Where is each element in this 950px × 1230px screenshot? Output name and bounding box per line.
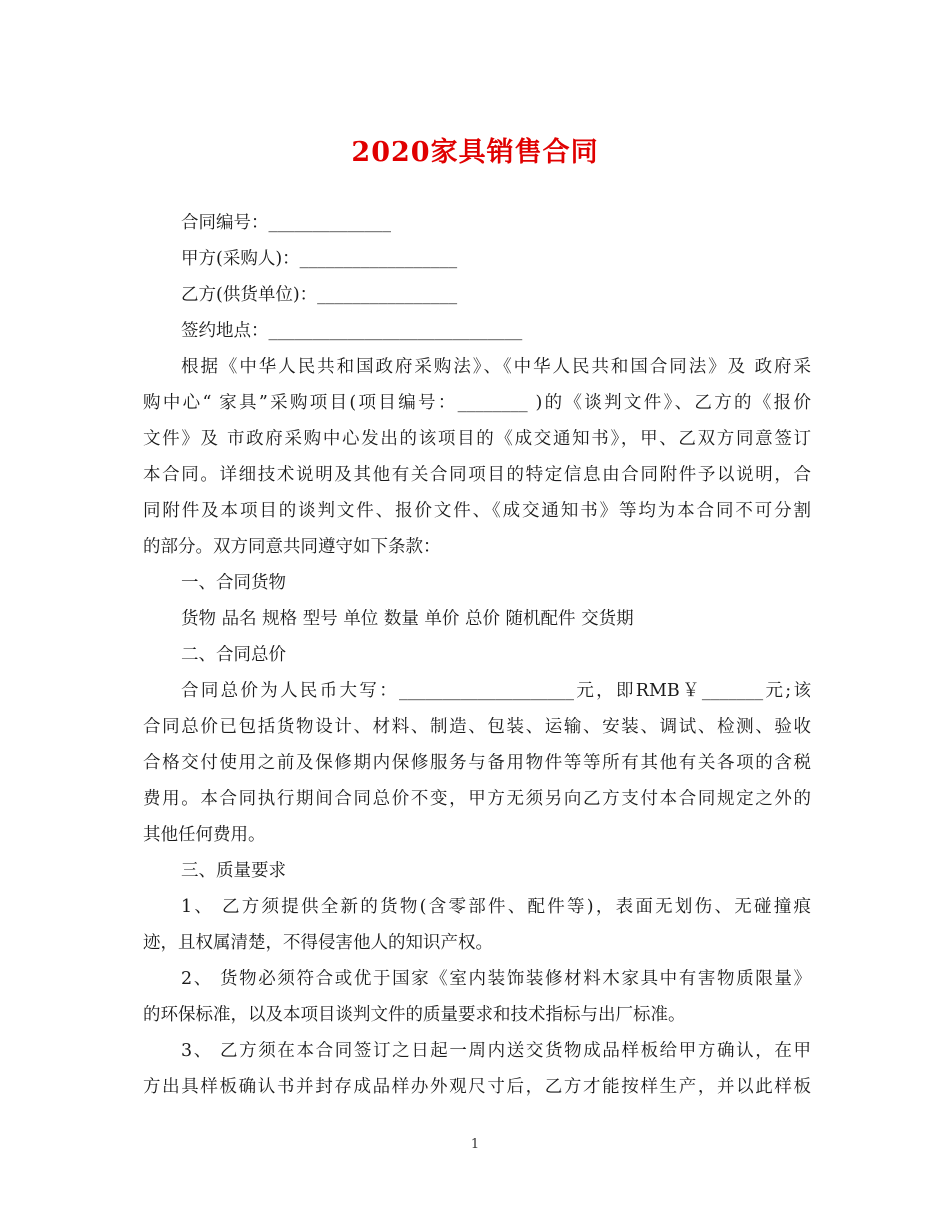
total-price-line: 其他任何费用。 [143, 825, 266, 845]
total-price-line: 合同总价已包括货物设计、材料、制造、包装、运输、安装、调试、检测、验收 [143, 717, 811, 737]
preamble-line: 同附件及本项目的谈判文件、报价文件、《成交通知书》等均为本合同不可分割 [143, 501, 811, 521]
quality-clause-line: 方出具样板确认书并封存成品样办外观尺寸后，乙方才能按样生产，并以此样板 [143, 1077, 811, 1097]
quality-clause-line: 1、 乙方须提供全新的货物(含零部件、配件等)，表面无划伤、无碰撞痕 [181, 897, 811, 917]
preamble-line: 根据《中华人民共和国政府采购法》、《中华人民共和国合同法》及 政府采 [181, 357, 811, 377]
total-price-line: 合同总价为人民币大写：____________________元，即RMB￥_______元;该 [181, 681, 811, 701]
document-body [143, 205, 811, 1105]
document-title: 2020家具销售合同 [351, 137, 599, 168]
goods-columns-line: 货物 品名 规格 型号 单位 数量 单价 总价 随机配件 交货期 [181, 609, 634, 629]
page-number: 1 [470, 1137, 480, 1152]
preamble-line: 本合同。详细技术说明及其他有关合同项目的特定信息由合同附件予以说明，合 [143, 465, 811, 485]
quality-clause-line: 的环保标准，以及本项目谈判文件的质量要求和技术指标与出厂标准。 [143, 1005, 686, 1025]
party-b-line: 乙方(供货单位)：________________ [181, 285, 458, 305]
section-heading: 二、合同总价 [181, 645, 286, 665]
quality-clause-line: 2、 货物必须符合或优于国家《室内装饰装修材料木家具中有害物质限量》 [181, 969, 811, 989]
preamble-line: 文件》及 市政府采购中心发出的该项目的《成交通知书》，甲、乙双方同意签订 [143, 429, 811, 449]
preamble-line: 的部分。双方同意共同遵守如下条款： [143, 537, 441, 557]
section-heading: 三、质量要求 [181, 861, 286, 881]
total-price-line: 费用。本合同执行期间合同总价不变，甲方无须另向乙方支付本合同规定之外的 [143, 789, 811, 809]
section-heading: 一、合同货物 [181, 573, 286, 593]
signing-place-line: 签约地点：_____________________________ [181, 321, 523, 341]
quality-clause-line: 3、 乙方须在本合同签订之日起一周内送交货物成品样板给甲方确认，在甲 [181, 1041, 811, 1061]
preamble-line: 购中心“ 家具”采购项目(项目编号：________ )的《谈判文件》、乙方的《报价 [143, 393, 811, 413]
party-a-line: 甲方(采购人)：__________________ [181, 249, 458, 269]
total-price-line: 合格交付使用之前及保修期内保修服务与备用物件等等所有其他有关各项的含税 [143, 753, 811, 773]
contract-number-line: 合同编号：______________ [181, 213, 391, 233]
quality-clause-line: 迹，且权属清楚，不得侵害他人的知识产权。 [143, 933, 493, 953]
